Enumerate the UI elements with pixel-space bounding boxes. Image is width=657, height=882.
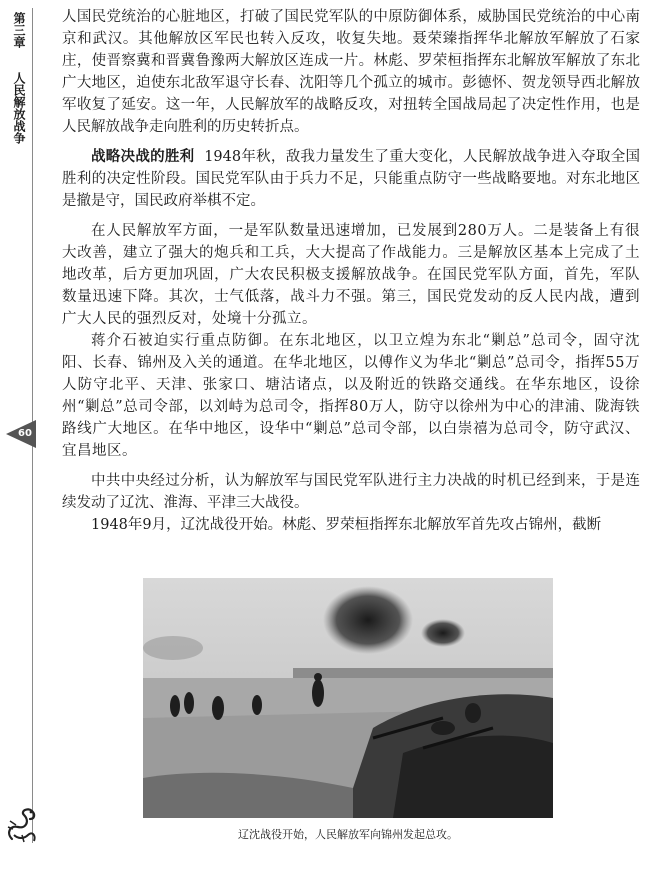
page-number: 60 bbox=[18, 428, 32, 439]
section-heading: 战略决战的胜利 bbox=[91, 149, 195, 165]
dragon-icon bbox=[4, 805, 40, 845]
page-sidebar bbox=[0, 0, 44, 882]
chapter-title: 人民解放战争 bbox=[12, 72, 26, 144]
battle-photo-image bbox=[143, 578, 553, 818]
battle-photo bbox=[143, 578, 553, 818]
paragraph bbox=[62, 146, 640, 212]
paragraph: 1948年9月，辽沈战役开始。林彪、罗荣桓指挥东北解放军首先攻占锦州，截断 bbox=[91, 517, 602, 533]
paragraph: 中共中央经过分析，认为解放军与国民党军队进行主力决战的时机已经到来，于是连续发动了辽沈、淮海、平津三大战役。 bbox=[62, 473, 640, 511]
paragraph-text: 1948年秋，敌我力量发生了重大变化，人民解放战争进入夺取全国胜利的决定性阶段。国民党军队由于兵力不足，只能重点防守一些战略要地。对东北地区是撤是守，国民政府举棋不定。 bbox=[62, 149, 641, 209]
paragraph: 蒋介石被迫实行重点防御。在东北地区，以卫立煌为东北“剿总”总司令，固守沈阳、长春、锦州及入关的通道。在华北地区，以傅作义为华北“剿总”总司令，指挥55万人防守北平、天津、张家口、塘沽诸点，以及附近的铁路交通线。在华东地区，设徐州“剿总”总司令部，以刘峙为总司令，指挥80万人，防守以徐州为中心的津浦、陇海铁路线广大地区。在华中地区，设华中“剿总”总司令部，以白崇禧为总司令，防守武汉、宜昌地区。 bbox=[62, 333, 640, 459]
paragraph: 在人民解放军方面，一是军队数量迅速增加，已发展到280万人。二是装备上有很大改善，建立了强大的炮兵和工兵，大大提高了作战能力。三是解放区基本上完成了土地改革，后方更加巩固，广大农民积极支援解放战争。在国民党军队方面，首先，军队数量迅速下降。其次，士气低落，战斗力不强。第三，国民党发动的反人民内战，遭到广大人民的强烈反对，处境十分孤立。 bbox=[62, 223, 640, 327]
photo-caption: 辽沈战役开始，人民解放军向锦州发起总攻。 bbox=[238, 828, 458, 841]
paragraph: 人国民党统治的心脏地区，打破了国民党军队的中原防御体系，威胁国民党统治的中心南京和武汉。其他解放区军民也转入反攻，收复失地。聂荣臻指挥华北解放军解放了石家庄，使晋察冀和晋冀鲁豫两大解放区连成一片。林彪、罗荣桓指挥东北解放军解放了东北广大地区，迫使东北敌军退守长春、沈阳等几个孤立的城市。彭德怀、贺龙领导西北解放军收复了延安。这一年，人民解放军的战略反攻，对扭转全国战局起了决定性作用，也是人民解放战争走向胜利的历史转折点。 bbox=[62, 9, 640, 135]
chapter-label: 第三章 bbox=[12, 12, 26, 48]
body-text bbox=[62, 6, 640, 536]
